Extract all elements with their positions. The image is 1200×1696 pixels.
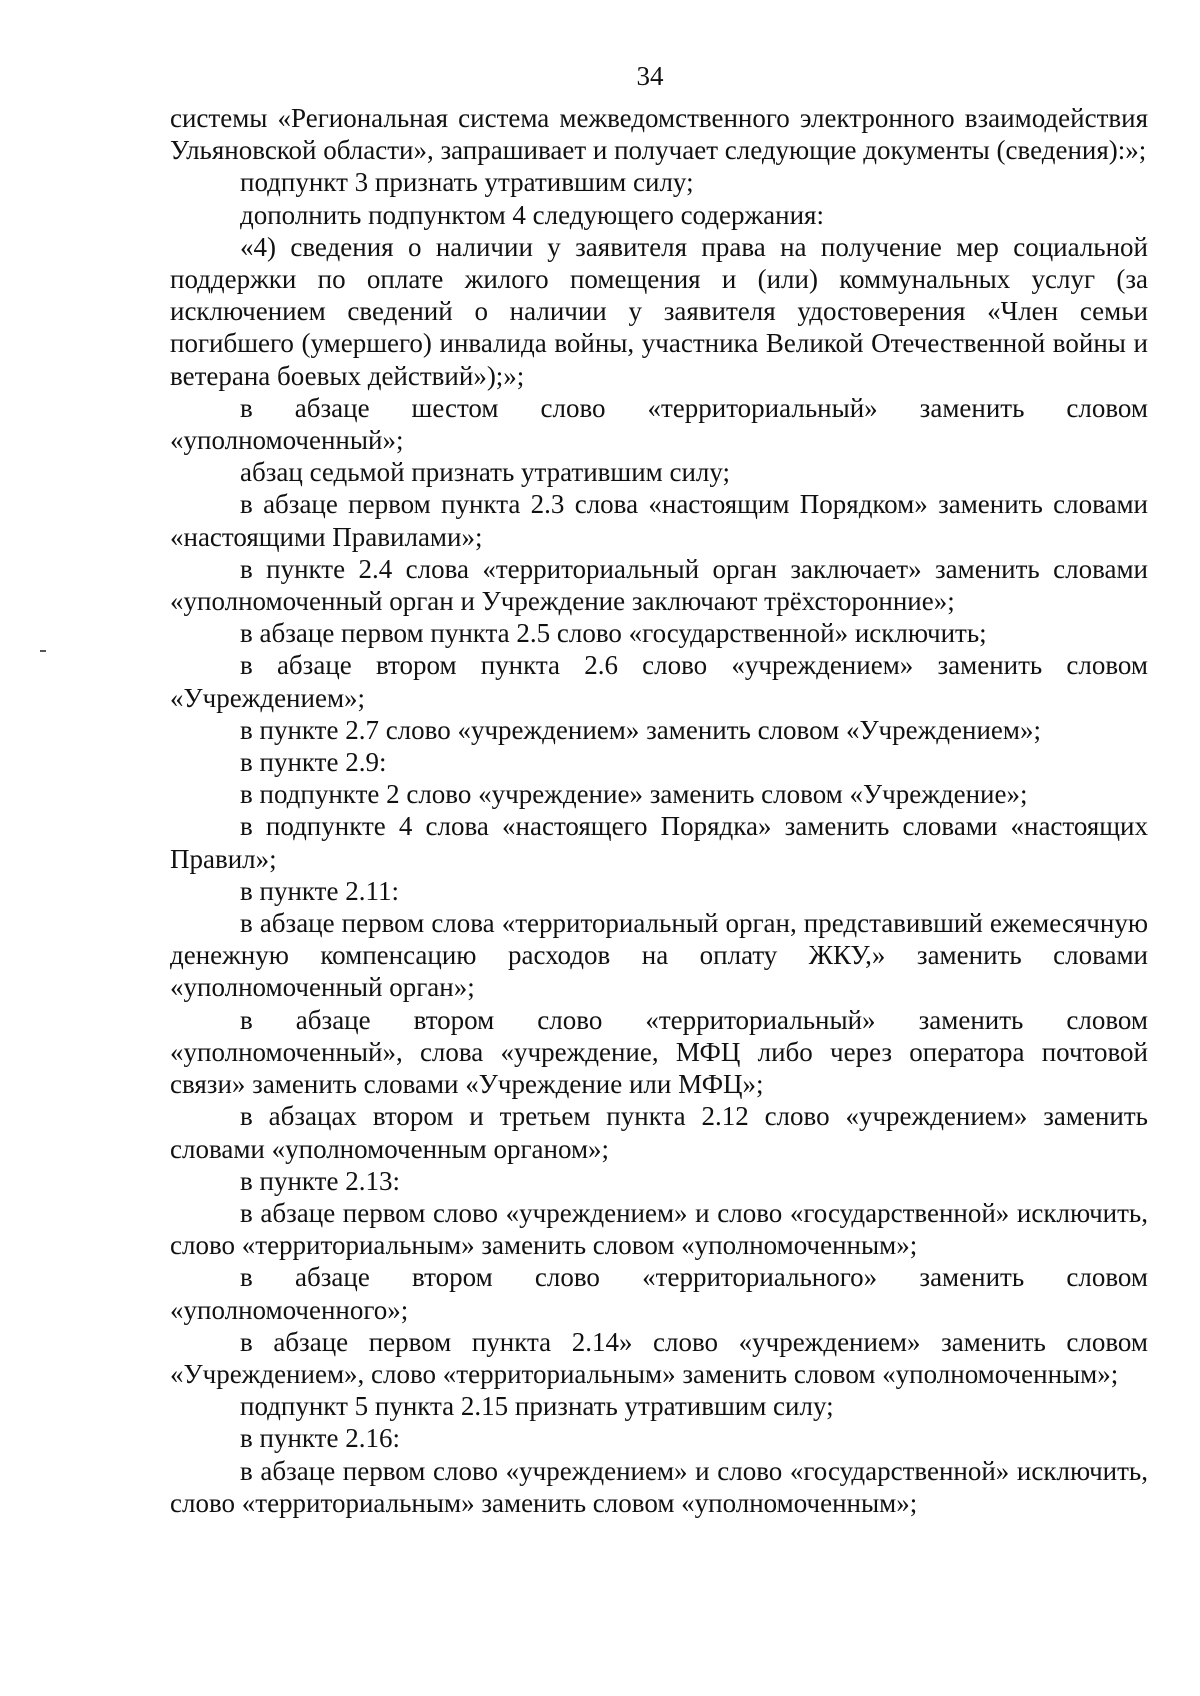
paragraph: в абзаце первом пункта 2.14» слово «учреждением» заменить словом «Учреждением», слово «территориальным» заменить словом «уполномоченным»; <box>170 1326 1148 1389</box>
paragraph: в абзаце втором слово «территориальный» заменить словом «уполномоченный», слова «учреждение, МФЦ либо через оператора почтовой связи» заменить словами «Учреждение или МФЦ»; <box>170 1004 1148 1100</box>
paragraph: в абзаце втором слово «территориального» заменить словом «уполномоченного»; <box>170 1262 1148 1325</box>
paragraph: в пункте 2.16: <box>240 1423 400 1454</box>
paragraph: в абзаце первом пункта 2.3 слова «настоящим Порядком» заменить словами «настоящими Правилами»; <box>170 489 1148 552</box>
paragraph: в пункте 2.7 слово «учреждением» заменить словом «Учреждением»; <box>240 714 1041 745</box>
document-body <box>170 102 1148 1519</box>
paragraph: дополнить подпунктом 4 следующего содержания: <box>240 199 824 230</box>
paragraph: в абзаце первом слово «учреждением» и слово «государственной» исключить, слово «территориальным» заменить словом «уполномоченным»; <box>170 1197 1148 1261</box>
paragraph: «4) сведения о наличии у заявителя права на получение мер социальной поддержки по оплате жилого помещения и (или) коммунальных услуг (за исключением сведений о наличии у заявителя удостоверения «Член семьи погибшего (умершего) инвалида войны, участника Великой Отечественной войны и ветерана боевых действий»);»; <box>170 231 1148 391</box>
paragraph: абзац седьмой признать утратившим силу; <box>240 457 731 488</box>
paragraph: подпункт 5 пункта 2.15 признать утратившим силу; <box>240 1391 834 1422</box>
paragraph: в абзаце первом слово «учреждением» и слово «государственной» исключить, слово «территориальным» заменить словом «уполномоченным»; <box>170 1455 1148 1518</box>
paragraph: в подпункте 4 слова «настоящего Порядка» заменить словами «настоящих Правил»; <box>170 811 1148 874</box>
page-number: 34 <box>636 61 664 91</box>
paragraph: в абзаце первом пункта 2.5 слово «государственной» исключить; <box>240 618 987 649</box>
paragraph: в абзаце втором пункта 2.6 слово «учреждением» заменить словом «Учреждением»; <box>170 650 1148 713</box>
paragraph-continuation: системы «Региональная система межведомственного электронного взаимодействия Ульяновской области», запрашивает и получает следующие документы (сведения):»; <box>170 103 1148 166</box>
paragraph: в абзаце шестом слово «территориальный» заменить словом «уполномоченный»; <box>170 392 1148 456</box>
paragraph: в абзаце первом слова «территориальный орган, представивший ежемесячную денежную компенсацию расходов на оплату ЖКУ,» заменить словами «уполномоченный орган»; <box>170 908 1148 1003</box>
paragraph: в подпункте 2 слово «учреждение» заменить словом «Учреждение»; <box>240 779 1028 810</box>
paragraph: в пункте 2.11: <box>240 875 399 906</box>
paragraph: в пункте 2.4 слова «территориальный орган заключает» заменить словами «уполномоченный орган и Учреждение заключают трёхсторонние»; <box>170 553 1148 617</box>
scan-mark <box>40 650 46 652</box>
paragraph: в абзацах втором и третьем пункта 2.12 слово «учреждением» заменить словами «уполномоченным органом»; <box>170 1101 1148 1164</box>
paragraph: в пункте 2.9: <box>240 747 387 778</box>
paragraph: подпункт 3 признать утратившим силу; <box>240 167 694 198</box>
paragraph: в пункте 2.13: <box>240 1165 400 1196</box>
